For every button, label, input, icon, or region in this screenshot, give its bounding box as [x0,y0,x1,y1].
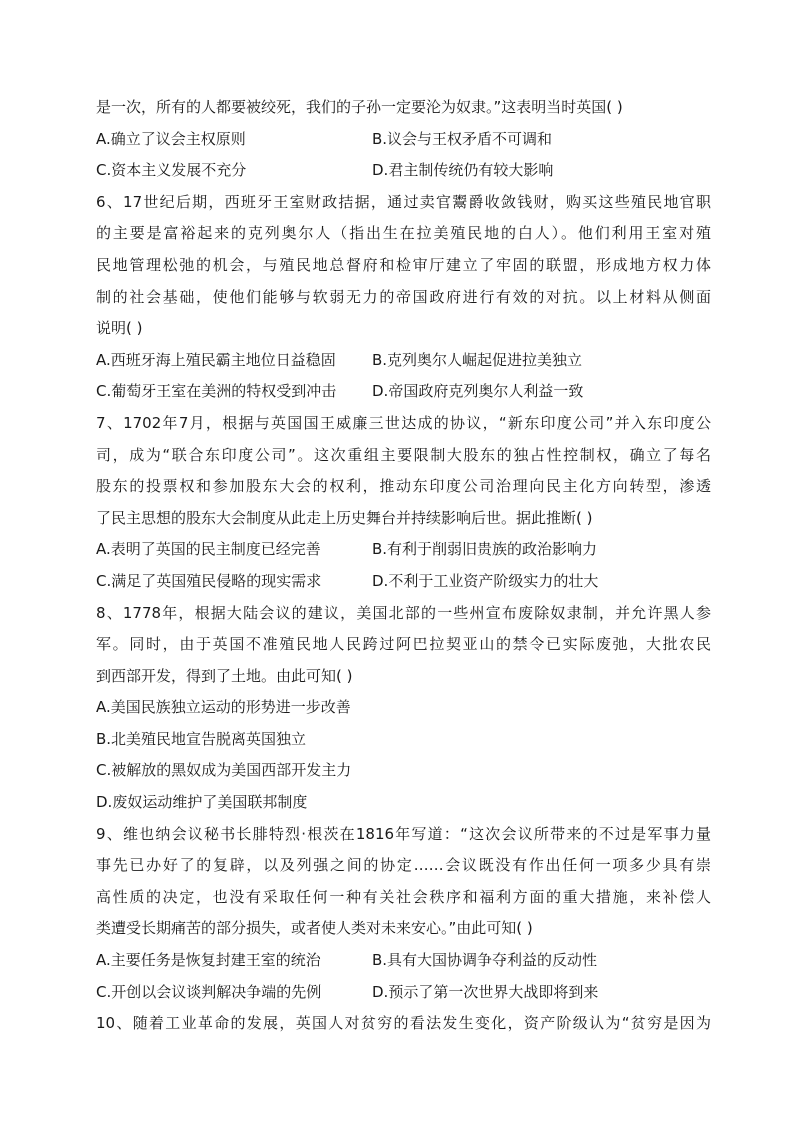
answer-option: A.主要任务是恢复封建王室的统治 [96,951,321,970]
text-line: B.北美殖民地宣告脱离英国独立 [96,729,307,748]
text-line: 到西部开发，得到了土地。由此可知( ) [96,666,353,685]
answer-option: C.葡萄牙王室在美洲的特权受到冲击 [96,382,337,401]
answer-options-row [96,376,711,408]
answer-option: D.君主制传统仍有较大影响 [372,161,554,180]
text-line: 说明( ) [96,319,143,338]
answer-options-row [96,124,711,156]
answer-option: A.确立了议会主权原则 [96,129,246,148]
text-line: C.被解放的黑奴成为美国西部开发主力 [96,761,352,780]
answer-option: A.表明了英国的民主制度已经完善 [96,540,321,559]
answer-option: D.帝国政府克列奥尔人利益一致 [372,382,584,401]
answer-options-row [96,566,711,598]
text-line: 是一次，所有的人都要被绞死，我们的子孙一定要沦为奴隶。”这表明当时英国( ) [96,98,623,116]
answer-option: B.有利于削弱旧贵族的政治影响力 [372,540,598,559]
text-line: 事先已办好了的复辟，以及列强之间的协定……会议既没有作出任何一项多少具有崇 [96,856,711,875]
answer-options-row [96,534,711,566]
answer-option: C.满足了英国殖民侵略的现实需求 [96,571,322,590]
answer-options-row [96,977,711,1009]
answer-option: A.西班牙海上殖民霸主地位日益稳固 [96,350,336,369]
answer-option: B.具有大国协调争夺利益的反动性 [372,951,598,970]
answer-option: C.资本主义发展不充分 [96,161,247,180]
answer-options-row [96,945,711,977]
text-line: 6、17世纪后期，西班牙王室财政拮据，通过卖官鬻爵收敛钱财，购买这些殖民地官职 [96,192,711,211]
text-line: 民地管理松弛的机会，与殖民地总督府和检审厅建立了牢固的联盟，形成地方权力体 [96,255,711,274]
answer-options-row [96,155,711,187]
answer-option: D.预示了第一次世界大战即将到来 [372,982,599,1001]
text-line: 股东的投票权和参加股东大会的权利，推动东印度公司治理向民主化方向转型，渗透 [96,477,711,496]
text-line: 9、维也纳会议秘书长腓特烈·根茨在1816年写道：“这次会议所带来的不过是军事力量 [96,824,711,843]
text-line: 的主要是富裕起来的克列奥尔人（指出生在拉美殖民地的白人）。他们利用王室对殖 [96,224,711,243]
text-line: D.废奴运动维护了美国联邦制度 [96,793,308,812]
text-line: 了民主思想的股东大会制度从此走上历史舞台并持续影响后世。据此推断( ) [96,508,593,527]
answer-option: D.不利于工业资产阶级实力的壮大 [372,571,599,590]
text-line: 高性质的决定，也没有采取任何一种有关社会秩序和福利方面的重大措施，来补偿人 [96,887,711,906]
text-line: 8、1778年，根据大陆会议的建议，美国北部的一些州宣布废除奴隶制，并允许黑人参 [96,603,711,622]
answer-option: C.开创以会议谈判解决争端的先例 [96,982,322,1001]
text-line: 10、随着工业革命的发展，英国人对贫穷的看法发生变化，资产阶级认为“贫穷是因为 [96,1014,711,1033]
text-line: A.美国民族独立运动的形势进一步改善 [96,698,351,717]
text-line: 7、1702年7月，根据与英国国王威廉三世达成的协议，“新东印度公司”并入东印度公 [96,413,711,432]
text-line: 司，成为“联合东印度公司”。这次重组主要限制大股东的独占性控制权，确立了每名 [96,445,711,464]
text-line: 类遭受长期痛苦的部分损失，或者使人类对未来安心。”由此可知( ) [96,919,533,938]
text-line: 制的社会基础，使他们能够与软弱无力的帝国政府进行有效的对抗。以上材料从侧面 [96,287,711,306]
question-text-block [96,92,711,1040]
answer-options-row [96,345,711,377]
answer-option: B.克列奥尔人崛起促进拉美独立 [372,350,583,369]
answer-option: B.议会与王权矛盾不可调和 [372,129,553,148]
text-line: 军。同时，由于英国不准殖民地人民跨过阿巴拉契亚山的禁令已实际废弛，大批农民 [96,635,711,654]
